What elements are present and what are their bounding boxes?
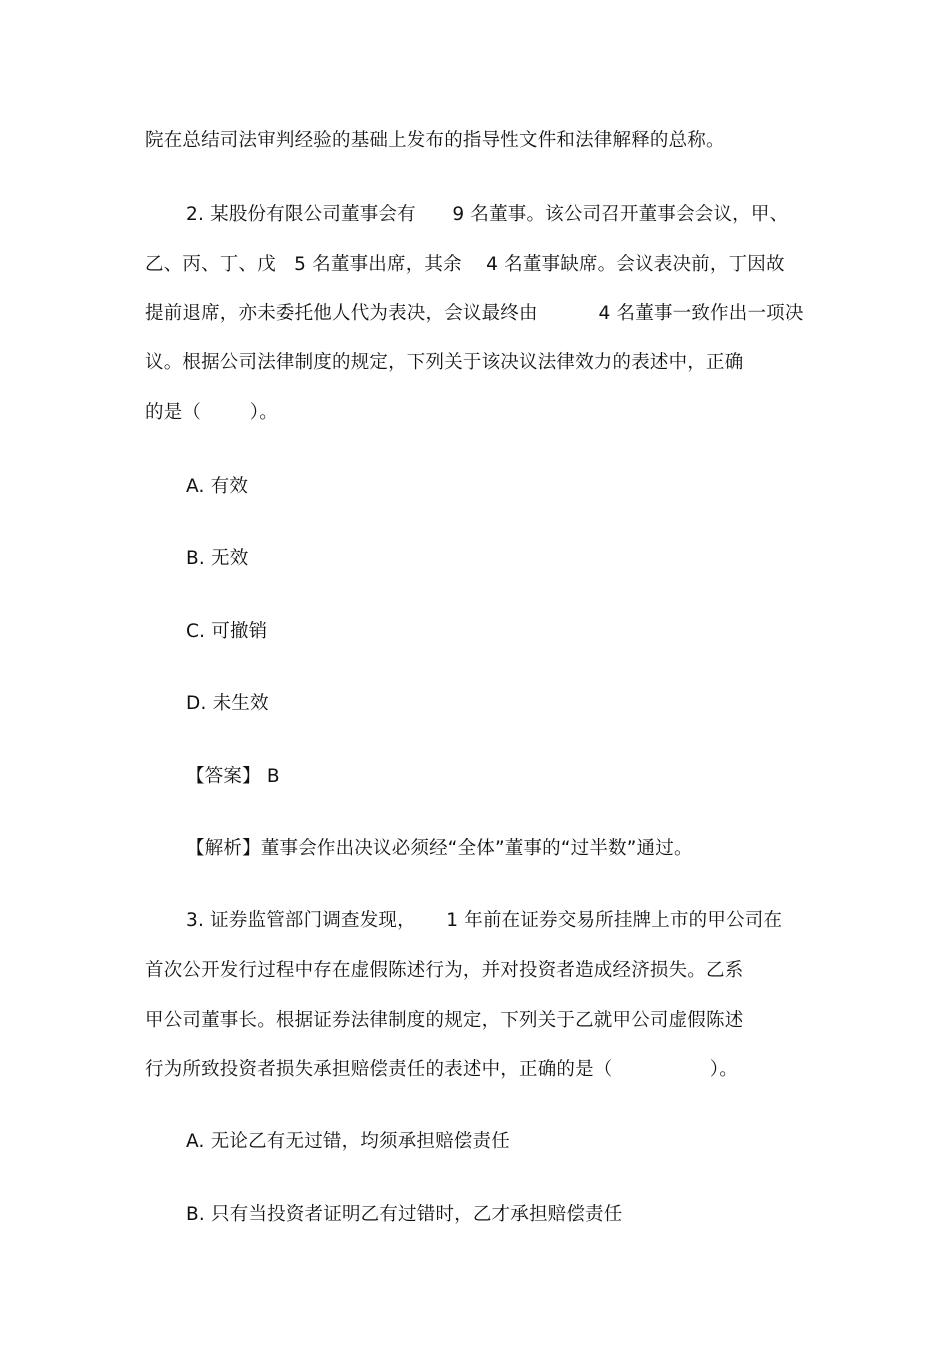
question-2-option-a: A. 有效 (186, 476, 249, 497)
question-2-option-c: C. 可撤销 (186, 621, 268, 642)
question-3-line-3: 甲公司董事长。根据证券法律制度的规定，下列关于乙就甲公司虚假陈述 (145, 1010, 744, 1031)
question-3-option-a: A. 无论乙有无过错，均须承担赔偿责任 (186, 1131, 510, 1152)
question-3-line-2: 首次公开发行过程中存在虚假陈述行为，并对投资者造成经济损失。乙系 (145, 960, 744, 981)
question-2-line-3: 提前退席，亦未委托他人代为表决，会议最终由 4 名董事一致作出一项决 (145, 303, 804, 324)
question-3-line-1: 3. 证券监管部门调查发现， 1 年前在证券交易所挂牌上市的甲公司在 (186, 910, 783, 931)
question-2-option-d: D. 未生效 (186, 693, 269, 714)
question-2-option-b: B. 无效 (186, 548, 249, 569)
question-3-option-b: B. 只有当投资者证明乙有过错时，乙才承担赔偿责任 (186, 1204, 623, 1225)
question-2-line-2: 乙、丙、丁、戊 5 名董事出席，其余 4 名董事缺席。会议表决前，丁因故 (145, 254, 785, 275)
question-2-analysis: 【解析】董事会作出决议必须经“全体”董事的“过半数”通过。 (186, 838, 693, 859)
question-2-answer: 【答案】 B (186, 766, 280, 787)
question-2-line-5: 的是（ ）。 (145, 402, 278, 423)
question-2-line-1: 2. 某股份有限公司董事会有 9 名董事。该公司召开董事会会议，甲、 (186, 204, 789, 225)
intro-line: 院在总结司法审判经验的基础上发布的指导性文件和法律解释的总称。 (145, 130, 725, 151)
question-3-line-4: 行为所致投资者损失承担赔偿责任的表述中，正确的是（ ）。 (145, 1059, 738, 1080)
question-2-line-4: 议。根据公司法律制度的规定，下列关于该决议法律效力的表述中，正确 (145, 352, 744, 373)
